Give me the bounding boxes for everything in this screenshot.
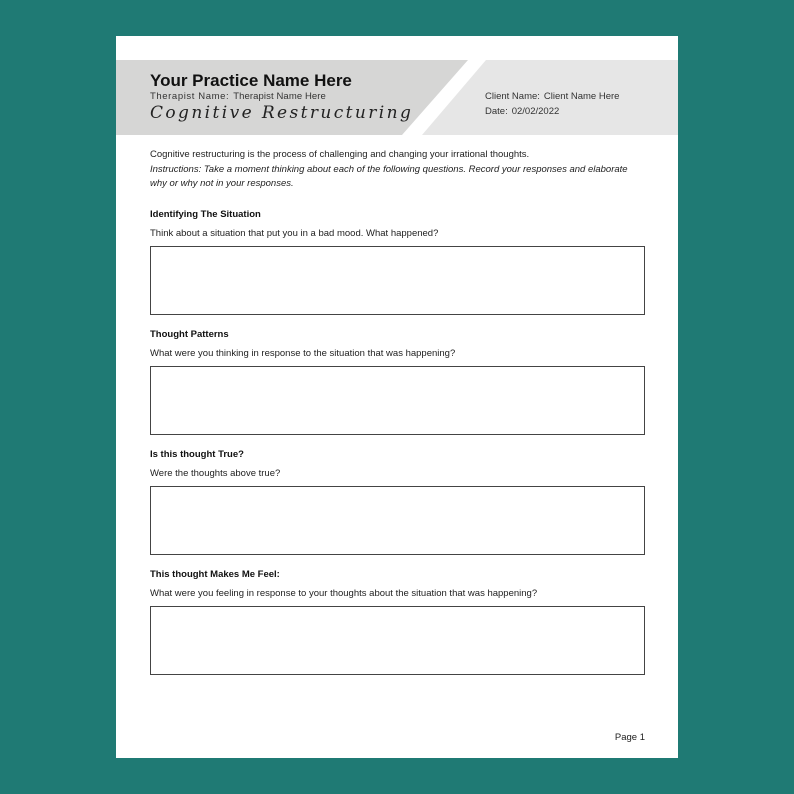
- form-title: Cognitive Restructuring: [150, 103, 414, 123]
- intro-instructions: Instructions: Take a moment thinking about each of the following questions. Record your responses and elaborate why or why not in your responses.: [150, 163, 628, 189]
- section-title: Identifying The Situation: [150, 209, 261, 220]
- section-title: Thought Patterns: [150, 329, 229, 340]
- client-label: Client Name:: [485, 91, 540, 102]
- practice-name: Your Practice Name Here: [150, 71, 352, 90]
- header-banner: [116, 60, 678, 135]
- date-value[interactable]: 02/02/2022: [511, 106, 560, 117]
- section-thought-feel: [150, 568, 645, 599]
- client-value[interactable]: Client Name Here: [543, 91, 620, 102]
- section-question: Were the thoughts above true?: [150, 468, 281, 479]
- therapist-value[interactable]: Therapist Name Here: [233, 91, 326, 102]
- situation-answer-box[interactable]: [150, 246, 645, 315]
- section-question: What were you thinking in response to the situation that was happening?: [150, 348, 456, 359]
- thought-patterns-answer-box[interactable]: [150, 366, 645, 435]
- section-thought-true: [150, 448, 645, 479]
- worksheet-page: [116, 36, 678, 758]
- section-question: What were you feeling in response to your thoughts about the situation that was happening?: [150, 588, 538, 599]
- therapist-line: [150, 91, 326, 102]
- intro-block: [150, 148, 645, 192]
- date-label: Date:: [485, 106, 508, 117]
- section-question: Think about a situation that put you in a bad mood. What happened?: [150, 228, 439, 239]
- intro-description: Cognitive restructuring is the process of challenging and changing your irrational thoughts.: [150, 149, 530, 160]
- feelings-answer-box[interactable]: [150, 606, 645, 675]
- section-title: This thought Makes Me Feel:: [150, 569, 280, 580]
- client-line: [485, 91, 619, 102]
- section-thought-patterns: [150, 328, 645, 359]
- therapist-label: Therapist Name:: [150, 91, 230, 102]
- section-identifying-situation: [150, 208, 645, 239]
- section-title: Is this thought True?: [150, 449, 244, 460]
- date-line: [485, 106, 559, 117]
- page-number: Page 1: [614, 732, 645, 743]
- thought-true-answer-box[interactable]: [150, 486, 645, 555]
